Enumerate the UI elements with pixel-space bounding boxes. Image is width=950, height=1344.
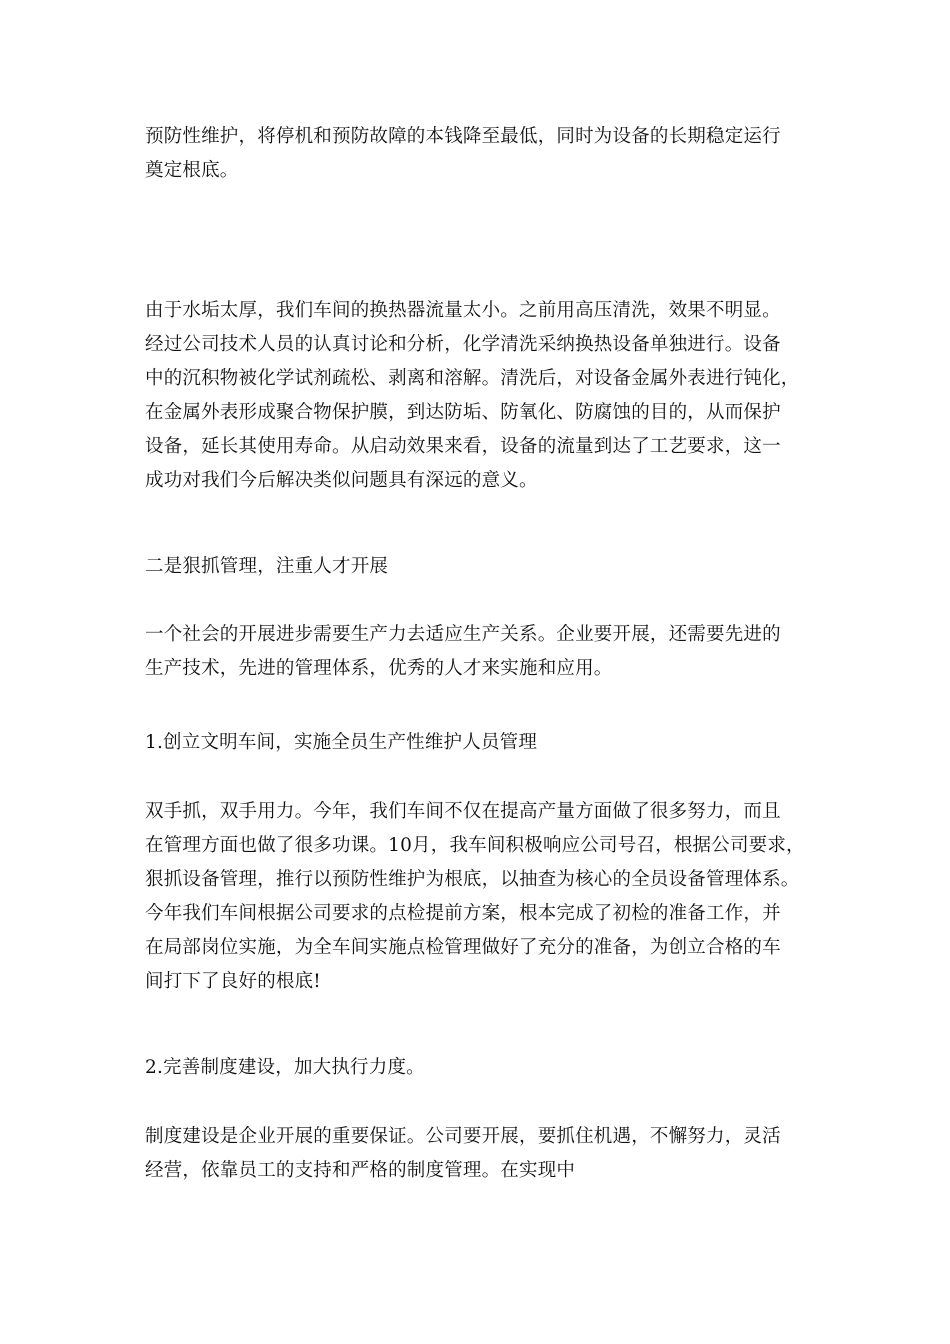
paragraph-system-building [145, 1120, 805, 1188]
paragraph-social-development [145, 618, 805, 686]
text-line: 在管理方面也做了很多功课。10月，我车间积极响应公司号召，根据公司要求， [145, 835, 805, 856]
text-line: 今年我们车间根据公司要求的点检提前方案，根本完成了初检的准备工作，并 [145, 903, 781, 924]
text-line: 制度建设是企业开展的重要保证。公司要开展，要抓住机遇，不懈努力，灵活 [145, 1126, 781, 1147]
text-line: 间打下了良好的根底! [145, 971, 321, 992]
paragraph-equipment-management [145, 795, 805, 999]
text-line: 二是狠抓管理，注重人才开展 [145, 556, 389, 577]
text-line: 狠抓设备管理，推行以预防性维护为根底，以抽查为核心的全员设备管理体系。 [145, 869, 800, 890]
text-line: 中的沉积物被化学试剂疏松、剥离和溶解。清洗后，对设备金属外表进行钝化， [145, 368, 800, 389]
text-line: 双手抓，双手用力。今年，我们车间不仅在提高产量方面做了很多努力，而且 [145, 801, 781, 822]
subheading-system-building [145, 1051, 805, 1085]
text-line: 经营，依靠员工的支持和严格的制度管理。在实现中 [145, 1160, 576, 1181]
text-line: 成功对我们今后解决类似问题具有深远的意义。 [145, 470, 538, 491]
text-line: 一个社会的开展进步需要生产力去适应生产关系。企业要开展，还需要先进的 [145, 624, 781, 645]
text-line: 生产技术，先进的管理体系，优秀的人才来实施和应用。 [145, 658, 613, 679]
text-line: 在金属外表形成聚合物保护膜，到达防垢、防氧化、防腐蚀的目的，从而保护 [145, 402, 781, 423]
text-line: 1.创立文明车间，实施全员生产性维护人员管理 [145, 732, 538, 753]
text-line: 预防性维护，将停机和预防故障的本钱降至最低，同时为设备的长期稳定运行 [145, 126, 781, 147]
subheading-civilized-workshop [145, 726, 805, 760]
paragraph-heat-exchanger-cleaning [145, 294, 805, 498]
section-heading-management [145, 550, 805, 584]
text-line: 2.完善制度建设，加大执行力度。 [145, 1057, 425, 1078]
text-line: 经过公司技术人员的认真讨论和分析，化学清洗采纳换热设备单独进行。设备 [145, 334, 781, 355]
text-line: 在局部岗位实施，为全车间实施点检管理做好了充分的准备，为创立合格的车 [145, 937, 781, 958]
text-line: 设备，延长其使用寿命。从启动效果来看，设备的流量到达了工艺要求，这一 [145, 436, 781, 457]
text-line: 由于水垢太厚，我们车间的换热器流量太小。之前用高压清洗，效果不明显。 [145, 300, 781, 321]
text-line: 奠定根底。 [145, 160, 239, 181]
paragraph-preventive-maintenance [145, 120, 805, 188]
